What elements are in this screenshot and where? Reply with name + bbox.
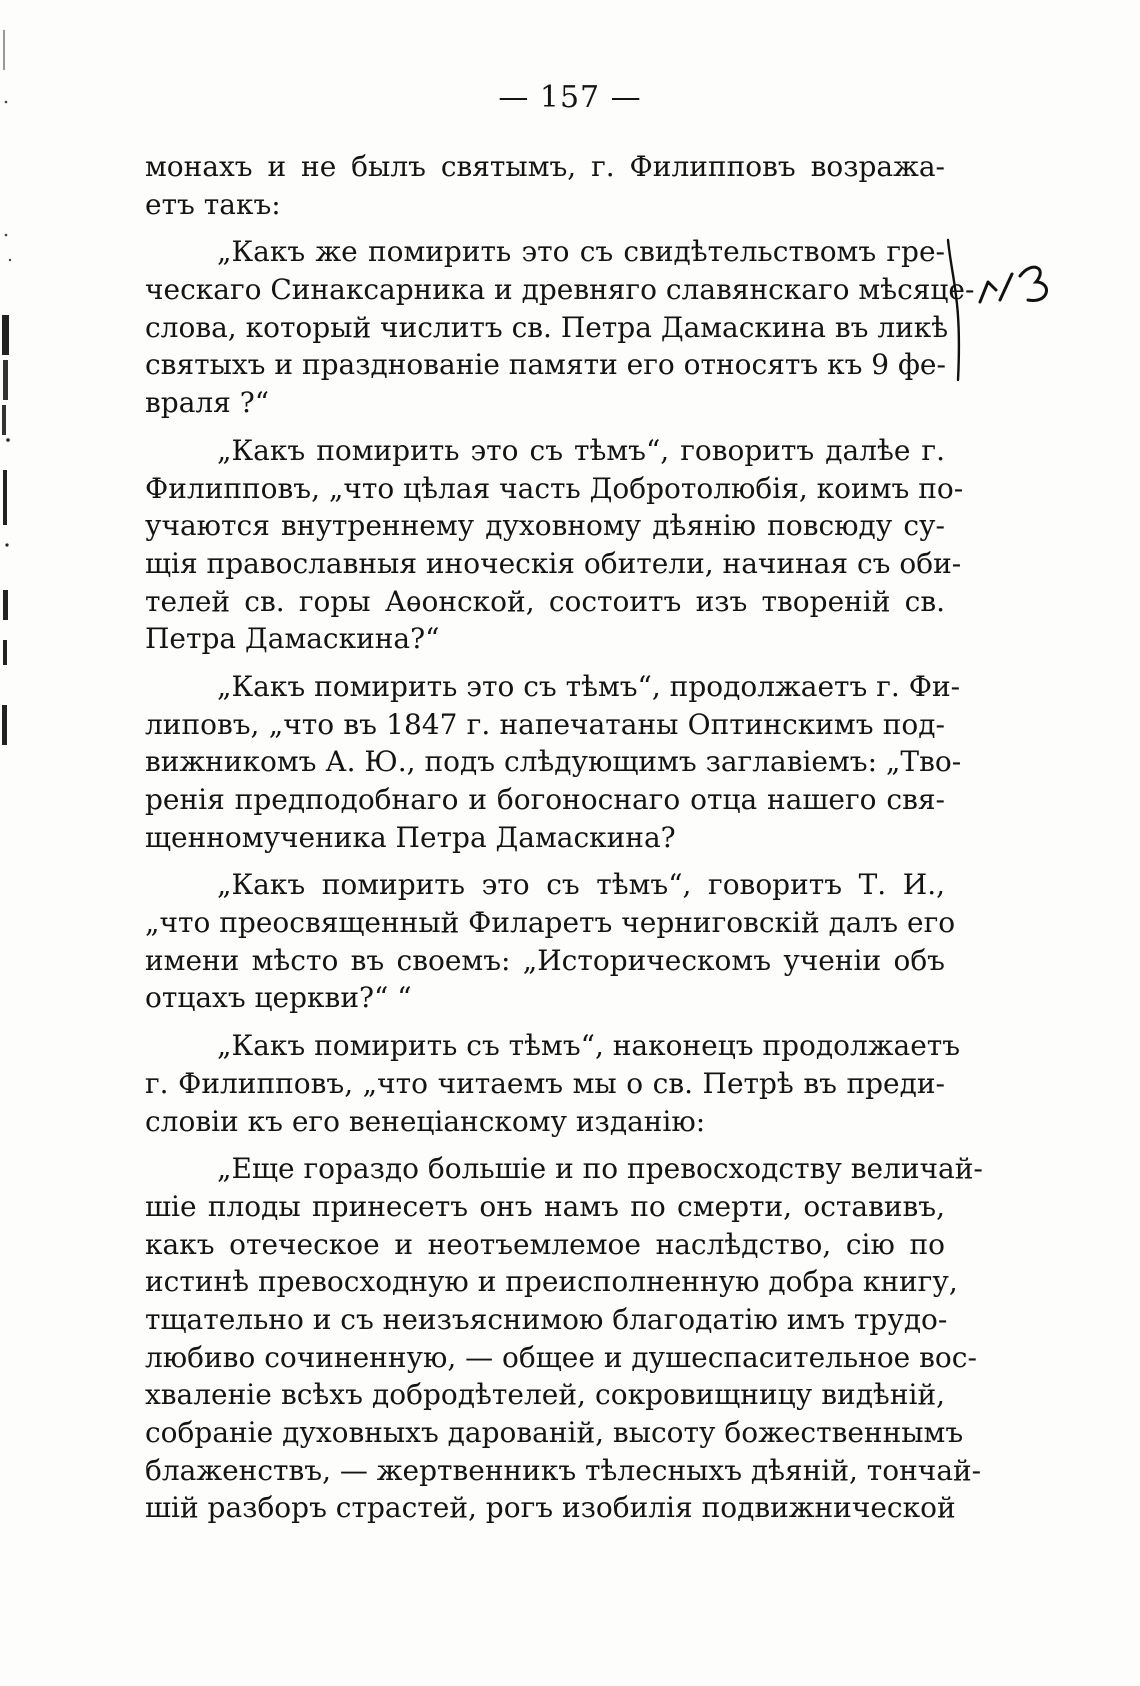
text-line: любиво сочиненную, — общее и душеспасительное вос-: [145, 1340, 977, 1374]
text-line: собраніе духовныхъ дарованій, высоту божественнымъ: [145, 1416, 964, 1449]
text-line: липовъ, „что въ 1847 г. напечатаны Оптинскимъ под-: [145, 707, 945, 741]
text-line: слова, который числитъ св. Петра Дамаскина въ ликѣ: [145, 310, 949, 344]
text-line: какъ отеческое и неотъемлемое наслѣдство, сію по: [145, 1227, 945, 1261]
text-line: „Какъ помирить съ тѣмъ“, наконецъ продолжаетъ: [217, 1029, 961, 1063]
text-line: Петра Дамаскина?“: [145, 622, 440, 656]
text-line: монахъ и не былъ святымъ, г. Филипповъ возража-: [145, 150, 945, 183]
text-line: имени мѣсто въ своемъ: „Историческомъ ученіи объ: [145, 943, 945, 977]
text-line: вижникомъ А. Ю., подъ слѣдующимъ заглавіемъ: „Тво-: [145, 745, 962, 779]
text-line: „Какъ же помирить это съ свидѣтельствомъ гре-: [217, 235, 945, 269]
text-line: словіи къ его венеціанскому изданію:: [145, 1104, 706, 1138]
text-line: шіе плоды принесетъ онъ намъ по смерти, оставивъ,: [145, 1189, 945, 1223]
text-line: щія православныя иноческія обители, начиная съ оби-: [145, 546, 962, 580]
text-line: ческаго Синаксарника и древняго славянскаго мѣсяце-: [145, 273, 975, 307]
text-line: „Какъ помирить это съ тѣмъ“, говоритъ далѣе г.: [217, 433, 945, 467]
text-line: учаются внутреннему духовному дѣянію повсюду су-: [145, 509, 945, 543]
text-line: Филипповъ, „что цѣлая часть Добротолюбія, коимъ по-: [145, 471, 964, 505]
page-number: — 157 —: [498, 80, 642, 115]
text-line: истинѣ превосходную и преисполненную добра книгу,: [145, 1265, 958, 1299]
text-line: тщательно и съ неизъяснимою благодатію имъ трудо-: [145, 1302, 948, 1336]
text-line: телей св. горы Аѳонской, состоитъ изъ твореній св.: [145, 584, 945, 618]
text-line: ренія предподобнаго и богоноснаго отца нашего свя-: [145, 783, 945, 816]
text-line: блаженствъ, — жертвенникъ тѣлесныхъ дѣяній, тончай-: [145, 1453, 982, 1487]
text-line: г. Филипповъ, „что читаемъ мы о св. Петрѣ въ преди-: [145, 1066, 945, 1100]
text-line: враля ?“: [145, 386, 270, 420]
text-line: „Какъ помирить это съ тѣмъ“, продолжаетъ г. Фи-: [217, 669, 961, 703]
text-line: „Еще гораздо большіе и по превосходству величай-: [217, 1152, 983, 1186]
text-line: „Какъ помирить это съ тѣмъ“, говоритъ Т. И.,: [217, 868, 945, 902]
handwritten-margin-annotation: [940, 230, 1100, 390]
scan-edge-marks: [0, 0, 18, 800]
text-line: хваленіе всѣхъ добродѣтелей, сокровищницу видѣній,: [145, 1378, 945, 1412]
text-line: щенномученика Петра Дамаскина?: [145, 820, 676, 854]
text-line: етъ такъ:: [145, 187, 281, 221]
text-line: святыхъ и празднованіе памяти его относятъ къ 9 фе-: [145, 348, 946, 382]
text-line: шій разборъ страстей, рогъ изобилія подвижнической: [145, 1491, 956, 1525]
body-text: [145, 148, 983, 1527]
text-line: отцахъ церкви?“ “: [145, 981, 412, 1015]
text-line: „что преосвященный Филаретъ черниговскій далъ его: [145, 906, 956, 940]
